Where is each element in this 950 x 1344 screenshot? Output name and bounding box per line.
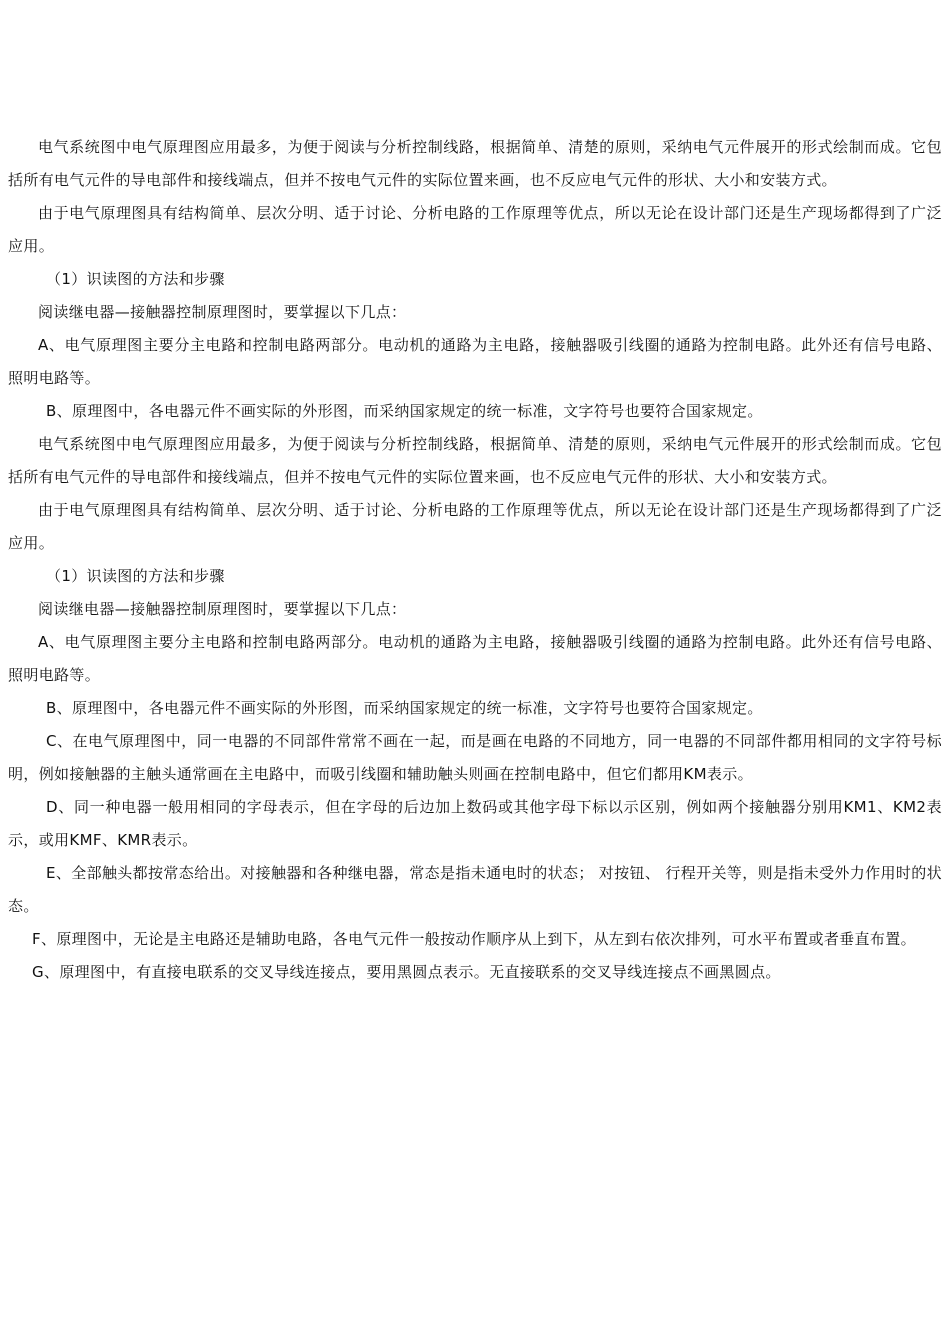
list-item-e: E、全部触头都按常态给出。对接触器和各种继电器，常态是指未通电时的状态； 对按钮、 行程开关等，则是指未受外力作用时的状态。 [8,864,942,915]
paragraph-key-points-intro: 阅读继电器—接触器控制原理图时，要掌握以下几点： [38,303,407,321]
list-item-f: F、原理图中，无论是主电路还是辅助电路，各电气元件一般按动作顺序从上到下，从左到右依次排列，可水平布置或者垂直布置。 [32,930,916,948]
paragraph-advantages: 由于电气原理图具有结构简单、层次分明、适于讨论、分析电路的工作原理等优点，所以无论在设计部门还是生产现场都得到了广泛应用。 [8,204,942,255]
section-heading: （1）识读图的方法和步骤 [46,270,225,288]
list-item-d: D、同一种电器一般用相同的字母表示，但在字母的后边加上数码或其他字母下标以示区别，例如两个接触器分别用KM1、KM2表示，或用KMF、KMR表示。 [8,798,942,849]
paragraph-intro: 电气系统图中电气原理图应用最多，为便于阅读与分析控制线路，根据简单、清楚的原则，采纳电气元件展开的形式绘制而成。它包括所有电气元件的导电部件和接线端点，但并不按电气元件的实际位置来画，也不反应电气元件的形状、大小和安装方式。 [8,138,942,189]
list-item-b-repeat: B、原理图中，各电器元件不画实际的外形图，而采纳国家规定的统一标准，文字符号也要符合国家规定。 [46,699,763,717]
paragraph-advantages-repeat: 由于电气原理图具有结构简单、层次分明、适于讨论、分析电路的工作原理等优点，所以无论在设计部门还是生产现场都得到了广泛应用。 [8,501,942,552]
list-item-a: A、电气原理图主要分主电路和控制电路两部分。电动机的通路为主电路，接触器吸引线圈的通路为控制电路。此外还有信号电路、 照明电路等。 [8,336,942,387]
list-item-g: G、原理图中，有直接电联系的交叉导线连接点，要用黑圆点表示。无直接联系的交叉导线连接点不画黑圆点。 [32,963,781,981]
list-item-b: B、原理图中，各电器元件不画实际的外形图，而采纳国家规定的统一标准，文字符号也要符合国家规定。 [46,402,763,420]
list-item-c: C、在电气原理图中，同一电器的不同部件常常不画在一起，而是画在电路的不同地方，同一电器的不同部件都用相同的文字符号标明，例如接触器的主触头通常画在主电路中，而吸引线圈和辅助触头则画在控制电路中，但它们都用KM表示。 [8,732,942,783]
list-item-a-repeat: A、电气原理图主要分主电路和控制电路两部分。电动机的通路为主电路，接触器吸引线圈的通路为控制电路。此外还有信号电路、 照明电路等。 [8,633,942,684]
document-body [8,131,942,989]
paragraph-key-points-intro-repeat: 阅读继电器—接触器控制原理图时，要掌握以下几点： [38,600,407,618]
paragraph-intro-repeat: 电气系统图中电气原理图应用最多，为便于阅读与分析控制线路，根据简单、清楚的原则，采纳电气元件展开的形式绘制而成。它包括所有电气元件的导电部件和接线端点，但并不按电气元件的实际位置来画，也不反应电气元件的形状、大小和安装方式。 [8,435,942,486]
section-heading-repeat: （1）识读图的方法和步骤 [46,567,225,585]
